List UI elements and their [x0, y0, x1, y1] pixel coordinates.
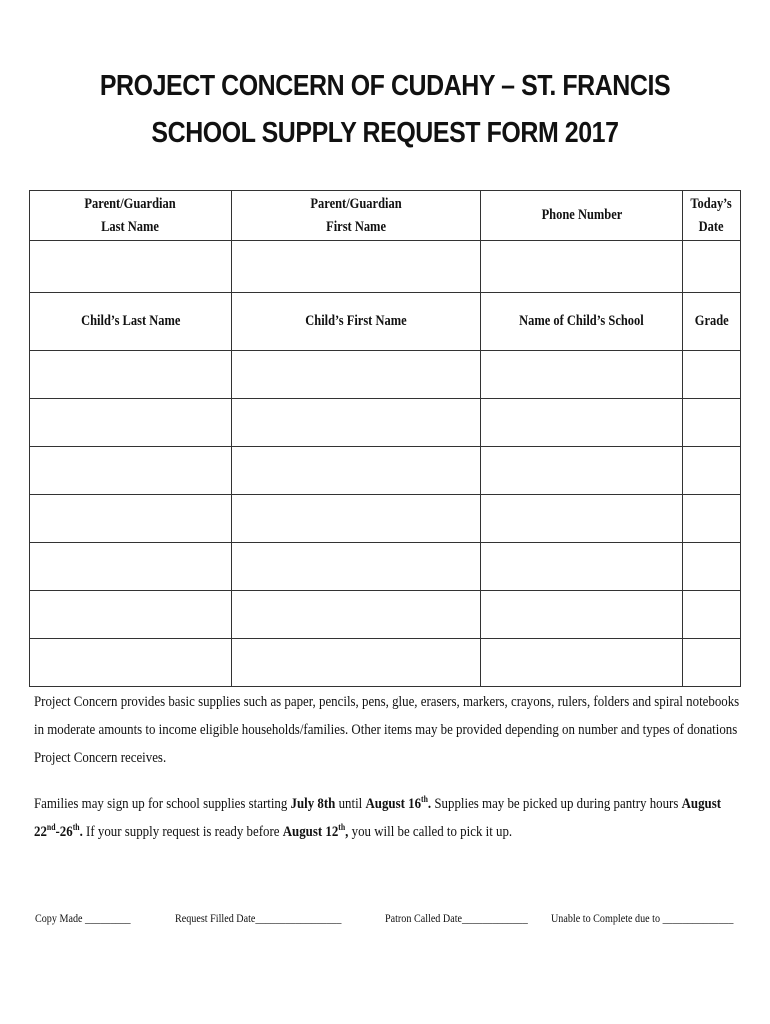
child-first-name-field[interactable] — [232, 591, 481, 639]
grade-field[interactable] — [683, 543, 741, 591]
child-last-name-field[interactable] — [30, 495, 232, 543]
grade-field[interactable] — [683, 495, 741, 543]
child-last-name-field[interactable] — [30, 351, 232, 399]
child-entry-row — [30, 447, 741, 495]
patron-called-date-field[interactable]: Patron Called Date_____________ — [385, 913, 528, 925]
child-school-field[interactable] — [481, 591, 683, 639]
header-grade: Grade — [683, 293, 741, 351]
child-first-name-field[interactable] — [232, 639, 481, 687]
header-child-last-name: Child’s Last Name — [30, 293, 232, 351]
child-school-field[interactable] — [481, 543, 683, 591]
header-parent-last-name: Parent/Guardian Last Name — [30, 191, 232, 241]
copy-made-field[interactable]: Copy Made _________ — [35, 913, 131, 925]
parent-first-name-field[interactable] — [232, 241, 481, 293]
form-title-line-1: PROJECT CONCERN OF CUDAHY – ST. FRANCIS — [99, 70, 671, 102]
header-phone-number: Phone Number — [481, 191, 683, 241]
grade-field[interactable] — [683, 639, 741, 687]
child-first-name-field[interactable] — [232, 495, 481, 543]
child-school-field[interactable] — [481, 399, 683, 447]
grade-field[interactable] — [683, 591, 741, 639]
child-entry-row — [30, 543, 741, 591]
child-school-field[interactable] — [481, 639, 683, 687]
child-first-name-field[interactable] — [232, 543, 481, 591]
header-todays-date: Today’s Date — [683, 191, 741, 241]
header-child-first-name: Child’s First Name — [232, 293, 481, 351]
phone-number-field[interactable] — [481, 241, 683, 293]
child-last-name-field[interactable] — [30, 543, 232, 591]
grade-field[interactable] — [683, 351, 741, 399]
child-header-row — [30, 293, 741, 351]
request-form-table — [29, 190, 741, 687]
child-entry-row — [30, 495, 741, 543]
form-title-line-2: SCHOOL SUPPLY REQUEST FORM 2017 — [151, 117, 619, 149]
signup-dates-paragraph: Families may sign up for school supplies starting July 8th until August 16th. Supplies may be picked up during pantry hours August 22nd-26th. If your supply request is ready before August 12th, you will be called to pick it up. — [34, 794, 722, 840]
header-child-school: Name of Child’s School — [481, 293, 683, 351]
child-entry-row — [30, 639, 741, 687]
parent-header-row — [30, 191, 741, 241]
child-last-name-field[interactable] — [30, 399, 232, 447]
child-school-field[interactable] — [481, 447, 683, 495]
header-parent-first-name: Parent/Guardian First Name — [232, 191, 481, 241]
child-first-name-field[interactable] — [232, 351, 481, 399]
child-entry-row — [30, 399, 741, 447]
supplies-description-paragraph: Project Concern provides basic supplies such as paper, pencils, pens, glue, erasers, markers, crayons, rulers, folders and spiral notebooks in moderate amounts to income eligible households/families. Other items may be provided depending on number and types of donations Project Concern receives. — [34, 694, 740, 766]
grade-field[interactable] — [683, 399, 741, 447]
child-last-name-field[interactable] — [30, 447, 232, 495]
child-entry-row — [30, 591, 741, 639]
child-last-name-field[interactable] — [30, 591, 232, 639]
grade-field[interactable] — [683, 447, 741, 495]
child-last-name-field[interactable] — [30, 639, 232, 687]
child-entry-row — [30, 351, 741, 399]
request-filled-date-field[interactable]: Request Filled Date_________________ — [175, 913, 342, 925]
unable-to-complete-field[interactable]: Unable to Complete due to ______________ — [551, 913, 734, 925]
todays-date-field[interactable] — [683, 241, 741, 293]
child-school-field[interactable] — [481, 351, 683, 399]
child-school-field[interactable] — [481, 495, 683, 543]
parent-entry-row — [30, 241, 741, 293]
parent-last-name-field[interactable] — [30, 241, 232, 293]
child-first-name-field[interactable] — [232, 399, 481, 447]
child-first-name-field[interactable] — [232, 447, 481, 495]
